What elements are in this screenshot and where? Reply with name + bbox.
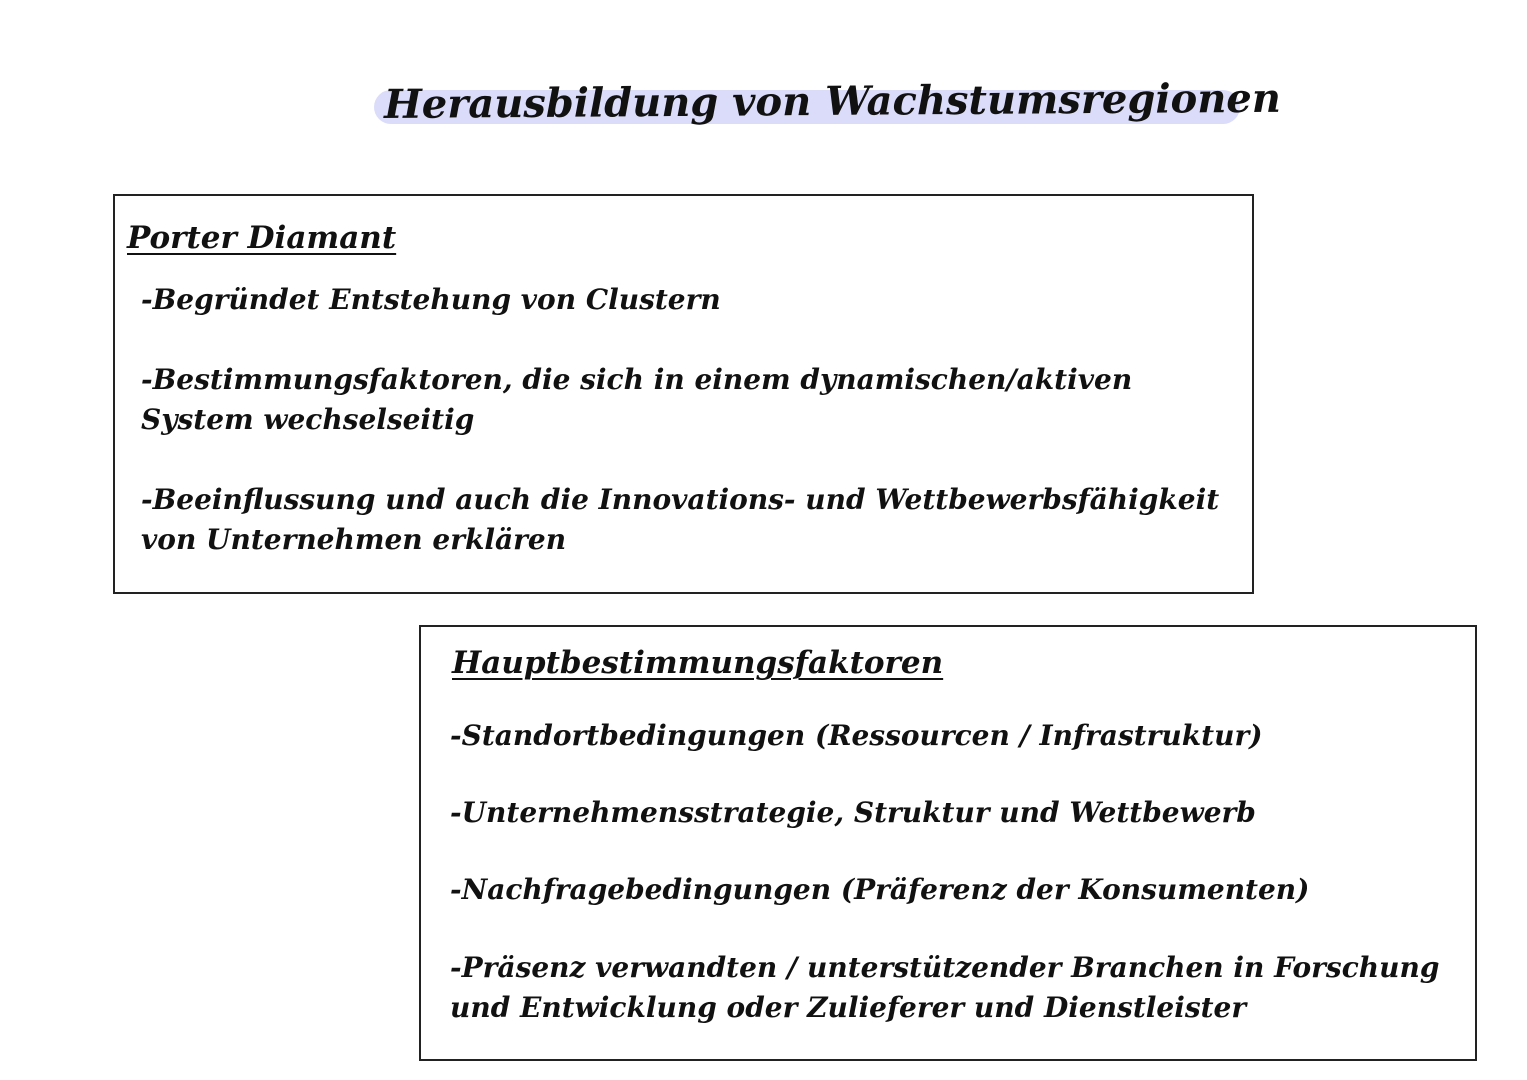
- page-title: Herausbildung von Wachstumsregionen: [383, 74, 1281, 128]
- porter-item-3: -Beeinflussung und auch die Innovations- und Wettbewerbsfähigkeit von Unternehmen erklären: [141, 483, 1220, 556]
- porter-diamant-box: [113, 194, 1254, 594]
- hauptbestimmungsfaktoren-heading: Hauptbestimmungsfaktoren: [452, 645, 944, 681]
- porter-diamant-heading: Porter Diamant: [127, 220, 397, 256]
- haupt-item-2: -Unternehmensstrategie, Struktur und Wettbewerb: [450, 796, 1256, 829]
- haupt-item-4: -Präsenz verwandten / unterstützender Branchen in Forschung und Entwicklung oder Zulieferer und Dienstleister: [450, 951, 1440, 1024]
- haupt-item-1: -Standortbedingungen (Ressourcen / Infrastruktur): [450, 719, 1263, 752]
- haupt-item-3: -Nachfragebedingungen (Präferenz der Konsumenten): [450, 873, 1310, 906]
- porter-item-2: -Bestimmungsfaktoren, die sich in einem dynamischen/aktiven System wechselseitig: [141, 363, 1133, 436]
- page-title-block: [374, 74, 1281, 128]
- hauptbestimmungsfaktoren-box: [419, 625, 1477, 1061]
- porter-item-1: -Begründet Entstehung von Clustern: [141, 283, 721, 316]
